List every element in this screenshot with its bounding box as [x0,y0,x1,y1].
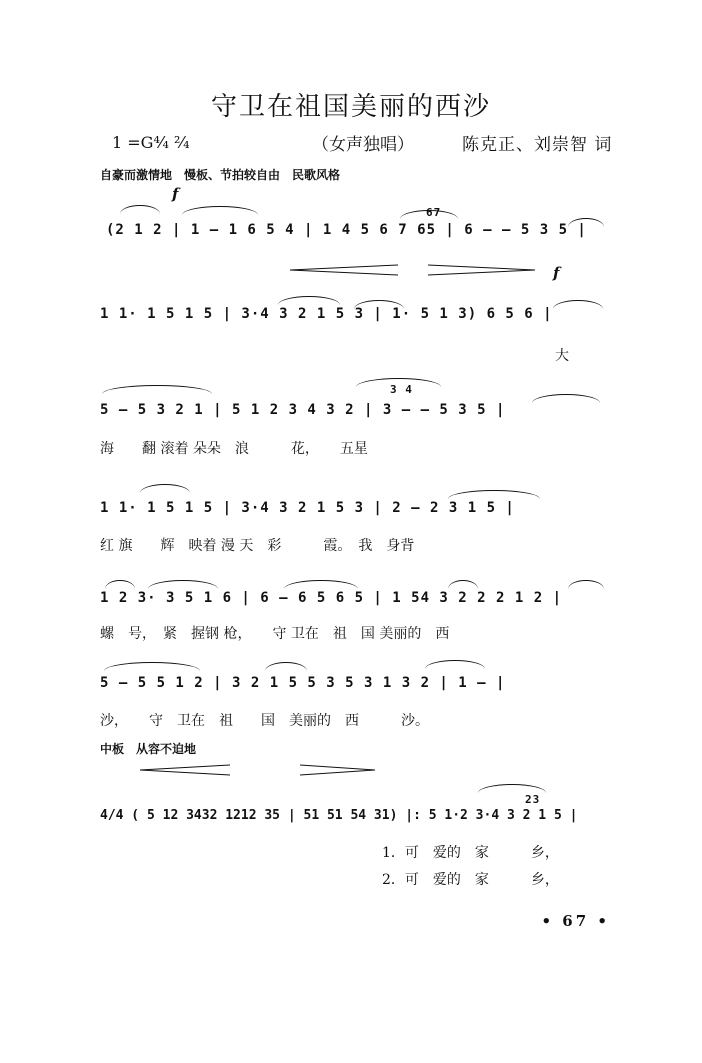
staff-line-2-lyrics: 大 [555,348,569,364]
staff-line-5-notes: 1 2 3· 3 5 1 6 | 6 — 6 5 6 5 | 1 54 3 2 2 2 1 2 | [100,590,563,606]
staff-line-3-lyrics: 海 翻 滚着 朵朵 浪 花， 五星 [100,441,368,457]
grace-mark-1: 67 [426,206,442,219]
slur [478,784,546,793]
verse-2-lyrics: 2．可 爱的 家 乡， [382,872,559,888]
slur [448,580,478,589]
staff-line-6-notes: 5 — 5 5 1 2 | 3 2 1 5 5 3 5 3 1 3 2 | 1 — | [100,675,506,691]
staff-line-1-notes: (2 1 2 | 1 — 1 6 5 4 | 1 4 5 6 7 65 | 6 — — 5 3 5 | [106,222,587,238]
slur [532,394,600,403]
staff-line-7-notes: 4/4 ( 5 12 3432 1212 35 | 51 51 54 31) |: 5 1·2 3·4 3 2 1 5 | [100,808,578,823]
staff-line-6-lyrics: 沙， 守 卫在 祖 国 美丽的 西 沙。 [100,713,429,729]
page-number: • 67 • [541,912,610,930]
slur [120,205,160,214]
slur [425,660,485,669]
verse-1-lyrics: 1．可 爱的 家 乡， [382,845,559,861]
tempo-marking-2: 中板 从容不迫地 [100,742,197,756]
subtitle: （女声独唱） [312,135,414,155]
slur [400,210,458,219]
staff-line-2-notes: 1 1· 1 5 1 5 | 3·4 3 2 1 5 3 | 1· 5 1 3) 6 5 6 | [100,306,553,322]
lyricists: 陈克正、刘崇智 词 [462,135,613,155]
slur [448,490,540,499]
tempo-marking-1: 自豪而激情地 慢板、节拍较自由 民歌风格 [100,168,341,182]
staff-line-4-notes: 1 1· 1 5 1 5 | 3·4 3 2 1 5 3 | 2 — 2 3 1 5 | [100,500,515,516]
slur [568,580,604,589]
hairpin-dynamics [290,263,540,277]
dynamic-forte-2: f [553,264,560,282]
slur [148,580,218,589]
slur [356,378,441,387]
song-title: 守卫在祖国美丽的西沙 [210,92,491,122]
key-signature: 1 =G⁴⁄₄ ²⁄₄ [112,133,190,152]
slur [105,580,135,589]
slur [354,300,404,309]
staff-line-3-notes: 5 — 5 3 2 1 | 5 1 2 3 4 3 2 | 3 — — 5 3 5 | [100,402,506,418]
slur [104,662,200,671]
slur [265,662,307,671]
slur [284,580,358,589]
grace-mark-2: 3 4 [390,383,413,396]
hairpin-dynamics-2 [140,763,380,777]
grace-mark-3: 23 [525,793,541,806]
slur [568,218,604,227]
slur [278,296,340,305]
staff-line-4-lyrics: 红 旗 辉 映着 漫 天 彩 霞。 我 身背 [100,538,415,554]
dynamic-forte-1: f [172,185,179,203]
slur [182,206,258,215]
slur [140,484,190,493]
slur [553,300,603,309]
staff-line-5-lyrics: 螺 号， 紧 握钢 枪， 守 卫在 祖 国 美丽的 西 [100,626,450,642]
slur [102,385,212,394]
